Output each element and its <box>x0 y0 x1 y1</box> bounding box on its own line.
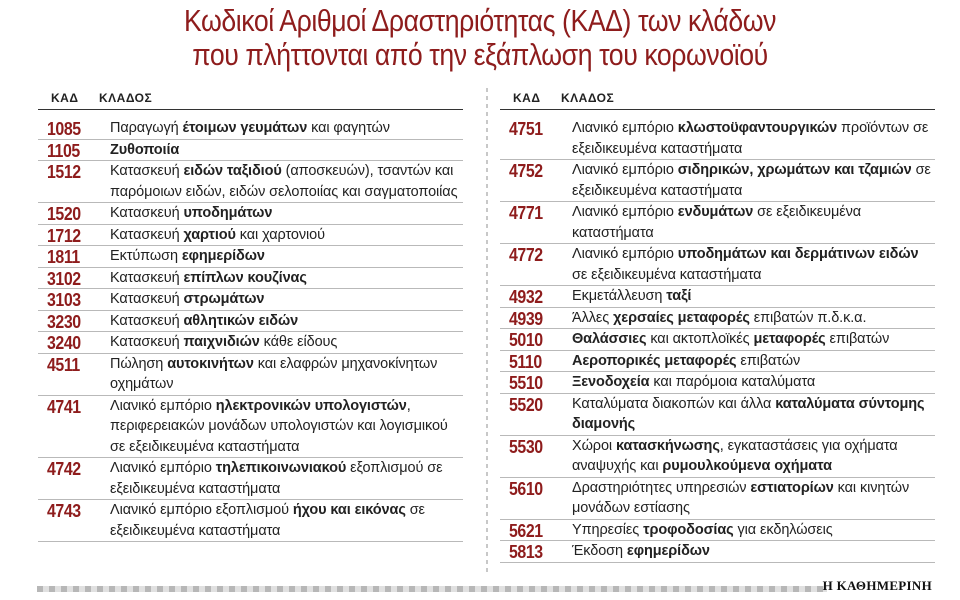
sector-keyword: ηλεκτρονικών υπολογιστών <box>215 397 407 414</box>
sector-text: Κατασκευή <box>110 205 184 221</box>
sector-keyword: μεταφορές <box>753 331 826 347</box>
sector-text: και ακτοπλοϊκές <box>646 331 754 347</box>
table-row <box>38 118 463 140</box>
sector-description <box>110 458 463 499</box>
table-row <box>500 286 935 308</box>
sector-keyword: ρυμουλκούμενα οχήματα <box>662 458 832 474</box>
kad-code: 1105 <box>47 139 80 161</box>
sector-text: προϊόντων σε εξειδικευμένα καταστήματα <box>572 120 929 157</box>
sector-text: και ελαφρών μηχανοκίνητων οχημάτων <box>110 355 438 392</box>
table-row <box>38 140 463 162</box>
sector-keyword: ήχου και εικόνας <box>292 502 406 518</box>
sector-text: επιβατών <box>736 352 801 369</box>
kad-code: 5010 <box>509 329 543 350</box>
sector-keyword: τηλεπικοινωνιακού <box>215 460 347 476</box>
sector-keyword: Αεροπορικές μεταφορές <box>572 352 737 369</box>
table-row <box>38 246 463 268</box>
sector-text: (αποσκευών), τσαντών και παρόμοιων ειδών, ειδών σελοποιίας και σαγματοποιίας <box>110 163 458 200</box>
sector-text: Κατασκευή <box>110 291 184 307</box>
sector-keyword: χαρτιού <box>183 226 236 243</box>
sector-description <box>572 351 935 372</box>
sector-description <box>572 160 935 201</box>
kad-code: 5621 <box>509 519 543 541</box>
sector-text: επιβατών <box>825 331 890 347</box>
sector-text: σε εξειδικευμένα καταστήματα <box>110 502 425 539</box>
table-row <box>500 202 935 244</box>
table-row <box>38 268 463 290</box>
table-row <box>38 161 463 203</box>
left-column <box>38 88 463 542</box>
sector-text: Κατασκευή <box>110 226 184 243</box>
sector-text: Υπηρεσίες <box>572 521 644 538</box>
sector-text: και φαγητών <box>307 120 390 136</box>
table-row <box>500 436 935 478</box>
kad-code: 4743 <box>47 500 81 521</box>
kad-code: 5530 <box>509 435 543 457</box>
table-row <box>500 118 935 160</box>
sector-description <box>110 396 463 458</box>
sector-keyword: σιδηρικών, χρωμάτων και τζαμιών <box>677 162 912 178</box>
kad-code: 1811 <box>47 246 80 267</box>
footer-bar <box>37 586 827 592</box>
right-column <box>500 88 935 563</box>
sector-description <box>110 268 463 289</box>
sector-description <box>110 140 463 161</box>
sector-text: , εγκαταστάσεις για οχήματα αναψυχής και <box>572 437 898 474</box>
sector-text: , περιφερειακών μονάδων υπολογιστών και λογισμικού σε εξειδικευμένα καταστήματα <box>110 397 448 455</box>
sector-description <box>110 118 463 139</box>
sector-text: Κατασκευή <box>110 334 184 350</box>
title-line-1: Κωδικοί Αριθμοί Δραστηριότητας (ΚΑΔ) των κλάδων <box>183 3 777 38</box>
sector-text: για εκδηλώσεις <box>733 521 833 538</box>
sector-keyword: ενδυμάτων <box>677 204 754 220</box>
sector-keyword: εφημερίδων <box>181 248 265 264</box>
sector-text: επιβατών π.δ.κ.α. <box>749 309 867 326</box>
kad-code: 5510 <box>509 372 543 393</box>
table-row <box>38 396 463 459</box>
sector-text: Καταλύματα διακοπών και άλλα <box>572 395 776 412</box>
sector-text: Λιανικό εμπόριο <box>572 120 678 136</box>
sector-description <box>110 225 463 246</box>
sector-keyword: υποδημάτων και δερμάτινων ειδών <box>677 246 919 262</box>
right-rows <box>500 118 935 563</box>
kad-code: 4742 <box>47 458 81 479</box>
sector-keyword: κατασκήνωσης <box>615 437 720 454</box>
sector-keyword: ταξί <box>666 288 692 304</box>
sector-text: Λιανικό εμπόριο <box>572 246 678 262</box>
sector-keyword: Ξενοδοχεία <box>572 374 650 390</box>
table-row <box>38 500 463 542</box>
table-row <box>500 351 935 373</box>
sector-text: Εκμετάλλευση <box>572 288 667 304</box>
page-title <box>67 4 893 72</box>
column-divider <box>486 88 488 574</box>
sector-keyword: κλωστοϋφαντουργικών <box>677 120 838 136</box>
kad-code: 5520 <box>509 393 543 415</box>
sector-keyword: χερσαίες μεταφορές <box>613 309 750 326</box>
sector-keyword: τροφοδοσίας <box>643 521 734 538</box>
sector-description <box>110 354 463 395</box>
sector-text: Λιανικό εμπόριο <box>572 162 678 178</box>
sector-text: Κατασκευή <box>110 312 184 329</box>
sector-text: και παρόμοια καταλύματα <box>649 374 816 390</box>
table-row <box>38 203 463 225</box>
sector-text: Δραστηριότητες υπηρεσιών <box>572 479 751 496</box>
header-rule <box>38 109 463 110</box>
sector-description <box>572 118 935 159</box>
kad-code: 1712 <box>47 224 81 246</box>
kad-code: 3103 <box>47 289 81 310</box>
table-row <box>38 225 463 247</box>
table-row <box>38 289 463 311</box>
sector-description <box>572 520 935 541</box>
kad-code: 4772 <box>509 244 543 265</box>
sector-description <box>110 500 463 541</box>
sector-text: Εκτύπωση <box>110 248 182 264</box>
sector-text: Παραγωγή <box>110 120 183 136</box>
table-row <box>500 160 935 202</box>
table-row <box>500 329 935 351</box>
sector-description <box>110 311 463 332</box>
table-row <box>500 541 935 563</box>
sector-text: Κατασκευή <box>110 163 184 179</box>
kad-code: 4741 <box>47 395 81 417</box>
kad-code: 1512 <box>47 161 81 182</box>
kad-code: 5610 <box>509 477 543 499</box>
sector-keyword: Θαλάσσιες <box>572 331 647 347</box>
kad-code: 4751 <box>509 118 543 139</box>
table-row <box>500 308 935 330</box>
klados-header: ΚΛΑΔΟΣ <box>99 91 153 105</box>
sector-text: εξοπλισμού σε εξειδικευμένα καταστήματα <box>110 460 443 497</box>
sector-text: Άλλες <box>572 309 614 326</box>
sector-keyword: στρωμάτων <box>183 291 265 307</box>
table-row <box>500 520 935 542</box>
sector-keyword: έτοιμων γευμάτων <box>182 120 308 136</box>
sector-description <box>110 246 463 267</box>
sector-keyword: υποδημάτων <box>183 205 273 221</box>
kad-code: 3102 <box>47 267 81 289</box>
sector-text: Λιανικό εμπόριο εξοπλισμού <box>110 502 293 518</box>
sector-text: σε εξειδικευμένα καταστήματα <box>572 204 862 241</box>
kad-code: 3240 <box>47 332 81 353</box>
kad-code: 4511 <box>47 353 80 375</box>
table-row <box>38 354 463 396</box>
sector-description <box>110 289 463 310</box>
left-table-header <box>38 88 463 108</box>
sector-text: και κινητών μονάδων εστίασης <box>572 479 910 516</box>
sector-text: σε εξειδικευμένα καταστήματα <box>572 162 931 199</box>
sector-keyword: καταλύματα σύντομης διαμονής <box>572 395 925 432</box>
sector-keyword: εφημερίδων <box>626 543 710 559</box>
kad-code: 3230 <box>47 310 81 332</box>
sector-keyword: ειδών ταξιδιού <box>183 163 282 179</box>
kad-header: ΚΑΔ <box>513 91 541 105</box>
sector-text: κάθε είδους <box>259 334 338 350</box>
sector-description <box>572 372 935 393</box>
sector-text: Κατασκευή <box>110 269 184 286</box>
sector-description <box>572 436 935 477</box>
kad-code: 4752 <box>509 160 543 181</box>
kad-code: 1520 <box>47 203 81 224</box>
table-row <box>500 372 935 394</box>
title-line-2: που πλήττονται από την εξάπλωση του κορωνοϊού <box>192 37 768 72</box>
sector-text: σε εξειδικευμένα καταστήματα <box>572 266 762 283</box>
left-rows <box>38 118 463 542</box>
sector-description <box>572 478 935 519</box>
sector-keyword: αθλητικών ειδών <box>183 312 299 329</box>
kad-code: 5813 <box>509 541 543 562</box>
sector-text: Έκδοση <box>572 543 627 559</box>
sector-text: και χαρτονιού <box>235 226 325 243</box>
sector-description <box>572 202 935 243</box>
kad-header: ΚΑΔ <box>51 91 79 105</box>
sector-keyword: επίπλων κουζίνας <box>183 269 307 286</box>
sector-keyword: αυτοκινήτων <box>167 355 254 372</box>
sector-description <box>572 244 935 285</box>
klados-header: ΚΛΑΔΟΣ <box>561 91 615 105</box>
sector-description <box>572 286 935 307</box>
sector-description <box>572 329 935 350</box>
sector-text: Χώροι <box>572 437 616 454</box>
brand-logo: Η ΚΑΘΗΜΕΡΙΝΗ <box>822 578 932 593</box>
sector-keyword: εστιατορίων <box>750 479 834 496</box>
table-row <box>500 478 935 520</box>
sector-keyword: Ζυθοποιία <box>110 141 180 158</box>
kad-code: 4939 <box>509 307 543 329</box>
sector-description <box>110 332 463 353</box>
kad-code: 5110 <box>509 350 542 372</box>
sector-description <box>572 394 935 435</box>
sector-description <box>572 541 935 562</box>
table-row <box>38 311 463 333</box>
kad-code: 4771 <box>509 202 543 223</box>
table-row <box>38 332 463 354</box>
sector-keyword: παιχνιδιών <box>183 334 260 350</box>
sector-description <box>572 308 935 329</box>
sector-text: Λιανικό εμπόριο <box>110 397 216 414</box>
kad-code: 4932 <box>509 286 543 307</box>
sector-text: Λιανικό εμπόριο <box>572 204 678 220</box>
table-row <box>38 458 463 500</box>
sector-description <box>110 161 463 202</box>
right-table-header <box>500 88 935 108</box>
table-row <box>500 394 935 436</box>
sector-text: Πώληση <box>110 355 168 372</box>
kad-code: 1085 <box>47 118 81 139</box>
sector-description <box>110 203 463 224</box>
table-row <box>500 244 935 286</box>
header-rule <box>500 109 935 110</box>
sector-text: Λιανικό εμπόριο <box>110 460 216 476</box>
